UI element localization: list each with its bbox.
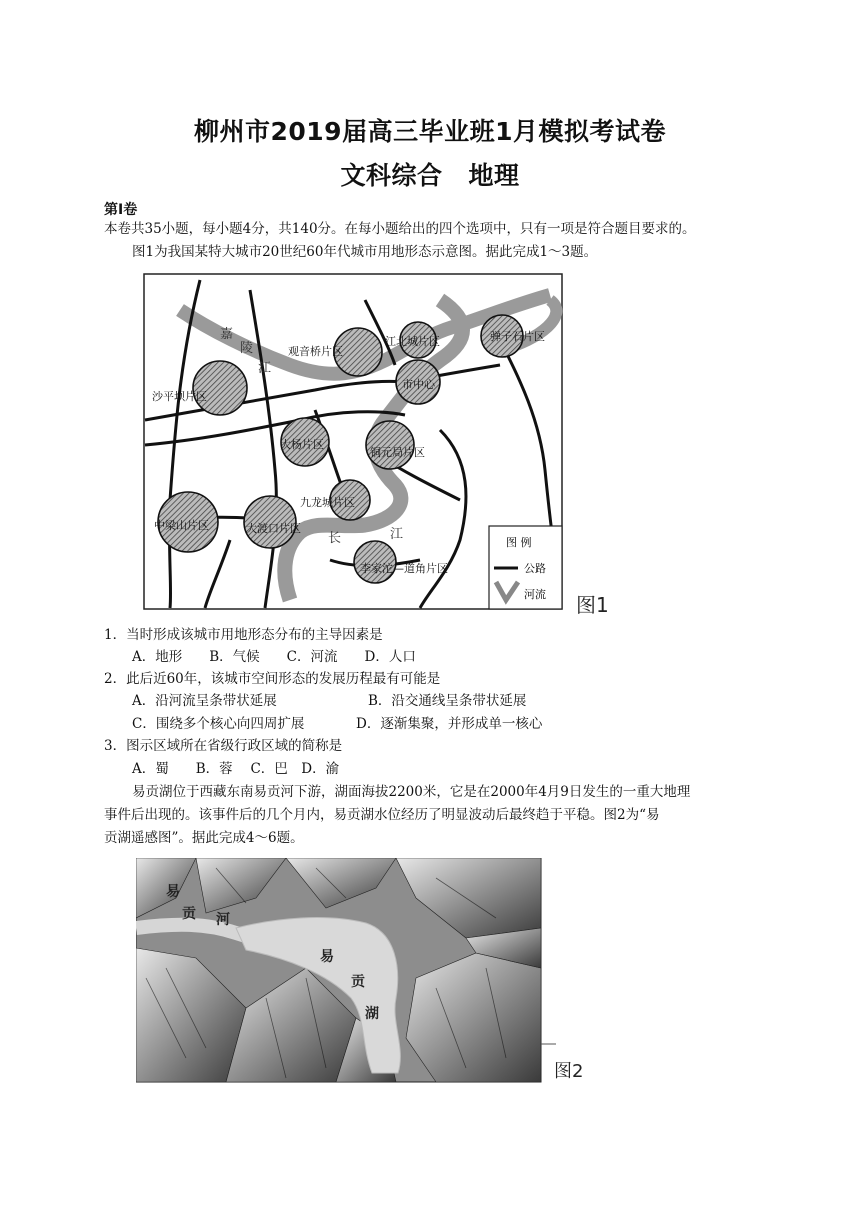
- passage2-line3: 贡湖遥感图”。据此完成4～6题。: [104, 830, 304, 846]
- label-dadukou: 大渡口片区: [246, 522, 301, 535]
- figure1-caption: 图1: [576, 593, 609, 617]
- subtitle-subject: 文科综合: [340, 161, 443, 190]
- label-he: 河: [216, 912, 230, 928]
- river-label-jiang: 江: [258, 361, 272, 376]
- label-dayang: 大杨片区: [280, 438, 324, 451]
- district-shapingba: [193, 361, 247, 415]
- figure2-svg: [136, 858, 596, 1084]
- page-title: 柳州市2019届高三毕业班1月模拟考试卷: [194, 117, 666, 146]
- figure1-map: [140, 270, 630, 624]
- figure2-image: [136, 858, 596, 1088]
- label-tongyuanju: 铜元局片区: [370, 446, 425, 459]
- label-zhongliangshan: 中梁山片区: [154, 519, 209, 532]
- q2-option-c: C．围绕多个核心向四周扩展: [132, 716, 305, 732]
- label-jiulongcheng: 九龙城片区: [300, 496, 355, 509]
- district-tongyuanju: [366, 421, 414, 469]
- label-danzishi: 弹子石片区: [490, 330, 545, 343]
- label-jiangbeicheng: 江北城片区: [385, 335, 440, 348]
- figure1-svg: [140, 270, 630, 620]
- legend-river: 河流: [524, 588, 546, 601]
- legend-road: 公路: [524, 562, 546, 575]
- passage2-line2: 事件后出现的。该事件后的几个月内，易贡湖水位经历了明显波动后最终趋于平稳。图2为“易: [104, 807, 660, 823]
- legend-title: 图 例: [506, 536, 532, 549]
- lake-label-1: 易: [320, 949, 334, 965]
- lake-label-2: 贡: [351, 974, 365, 990]
- q2-option-d: D．逐渐集聚，并形成单一核心: [356, 716, 543, 732]
- river-label-chang: 长: [328, 531, 342, 546]
- lake-label-3: 湖: [365, 1006, 379, 1022]
- river-label-jiang2: 江: [390, 527, 404, 542]
- q2-option-b: B．沿交通线呈条带状延展: [368, 693, 527, 709]
- label-gong: 贡: [182, 906, 196, 922]
- subtitle-discipline: 地理: [468, 161, 520, 190]
- q1-stem: 1．当时形成该城市用地形态分布的主导因素是: [104, 627, 383, 643]
- q3-options: A．蜀 B．蓉 C．巴 D．渝: [132, 761, 340, 777]
- q2-option-a: A．沿河流呈条带状延展: [132, 693, 277, 709]
- figure1-intro: 图1为我国某特大城市20世纪60年代城市用地形态示意图。据此完成1～3题。: [132, 244, 598, 260]
- page-subtitle: [0, 156, 860, 192]
- instructions: 本卷共35小题，每小题4分，共140分。在每小题给出的四个选项中，只有一项是符合题目要求的。: [104, 221, 696, 237]
- q1-options: A．地形 B．气候 C．河流 D．人口: [132, 649, 416, 665]
- label-yi: 易: [166, 884, 180, 900]
- label-lijiatuo: 李家沱—道角片区: [360, 562, 448, 575]
- label-city-center: 市中心: [402, 378, 435, 391]
- label-guanyinqiao: 观音桥片区: [288, 345, 343, 358]
- figure2-caption: 图2: [554, 1061, 584, 1082]
- section-label: 第Ⅰ卷: [104, 202, 138, 218]
- river-label-jia: 嘉: [220, 327, 234, 342]
- passage2-line1: 易贡湖位于西藏东南易贡河下游，湖面海拔2200米，它是在2000年4月9日发生的一重大地理: [132, 784, 691, 800]
- label-shapingba: 沙平坝片区: [152, 390, 207, 403]
- river-label-ling: 陵: [240, 341, 254, 356]
- legend: [489, 526, 562, 609]
- q2-stem: 2．此后近60年，该城市空间形态的发展历程最有可能是: [104, 671, 441, 687]
- q3-stem: 3．图示区域所在省级行政区域的简称是: [104, 738, 343, 754]
